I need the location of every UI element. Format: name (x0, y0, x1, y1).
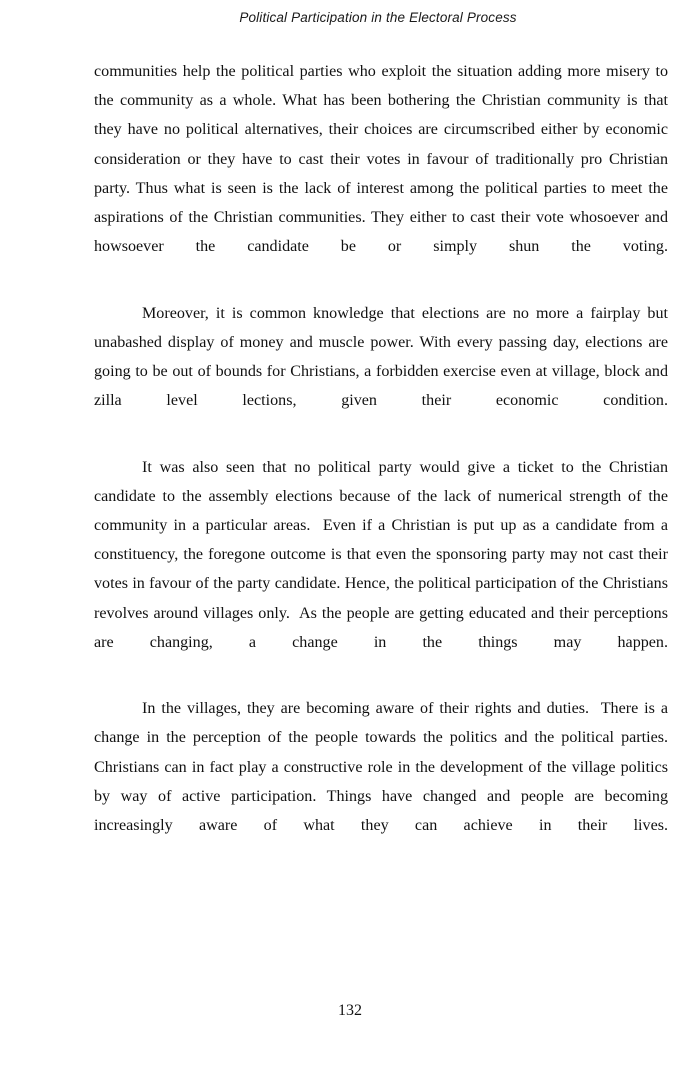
paragraph: It was also seen that no political party would give a ticket to the Christian candidate to the assembly elections because of the lack of numerical strength of the community in a particular areas. Even if a Christian is put up as a candidate from a constituency, the foregone outcome is that even the sponsoring party may not cast their votes in favour of the party candidate. Hence, the political participation of the Christians revolves around villages only. As the people are getting educated and their perceptions are changing, a change in the things may happen. (94, 458, 673, 651)
page-number: 132 (338, 1002, 362, 1019)
paragraph: In the villages, they are becoming aware of their rights and duties. There is a change in the perception of the people towards the politics and the political parties. Christians can in fact play a constructive role in the development of the village politics by way of active participation. Things have changed and people are becoming increasingly aware of what they can achieve in their lives. (94, 700, 673, 835)
paragraph: Moreover, it is common knowledge that elections are no more a fairplay but unabashed display of money and muscle power. With every passing day, elections are going to be out of bounds for Christians, a forbidden exercise even at village, block and zilla level lections, given their economic condition. (94, 304, 673, 410)
running-head: Political Participation in the Electoral Process (239, 10, 517, 25)
paragraph: communities help the political parties who exploit the situation adding more misery to the community as a whole. What has been bothering the Christian community is that they have no political alternatives, their choices are circumscribed either by economic consideration or they have to cast their votes in favour of traditionally pro Christian party. Thus what is seen is the lack of interest among the political parties to meet the aspirations of the Christian communities. They either to cast their vote whosoever and howsoever the candidate be or simply shun the voting. (94, 63, 673, 256)
body-text-column (94, 57, 673, 869)
